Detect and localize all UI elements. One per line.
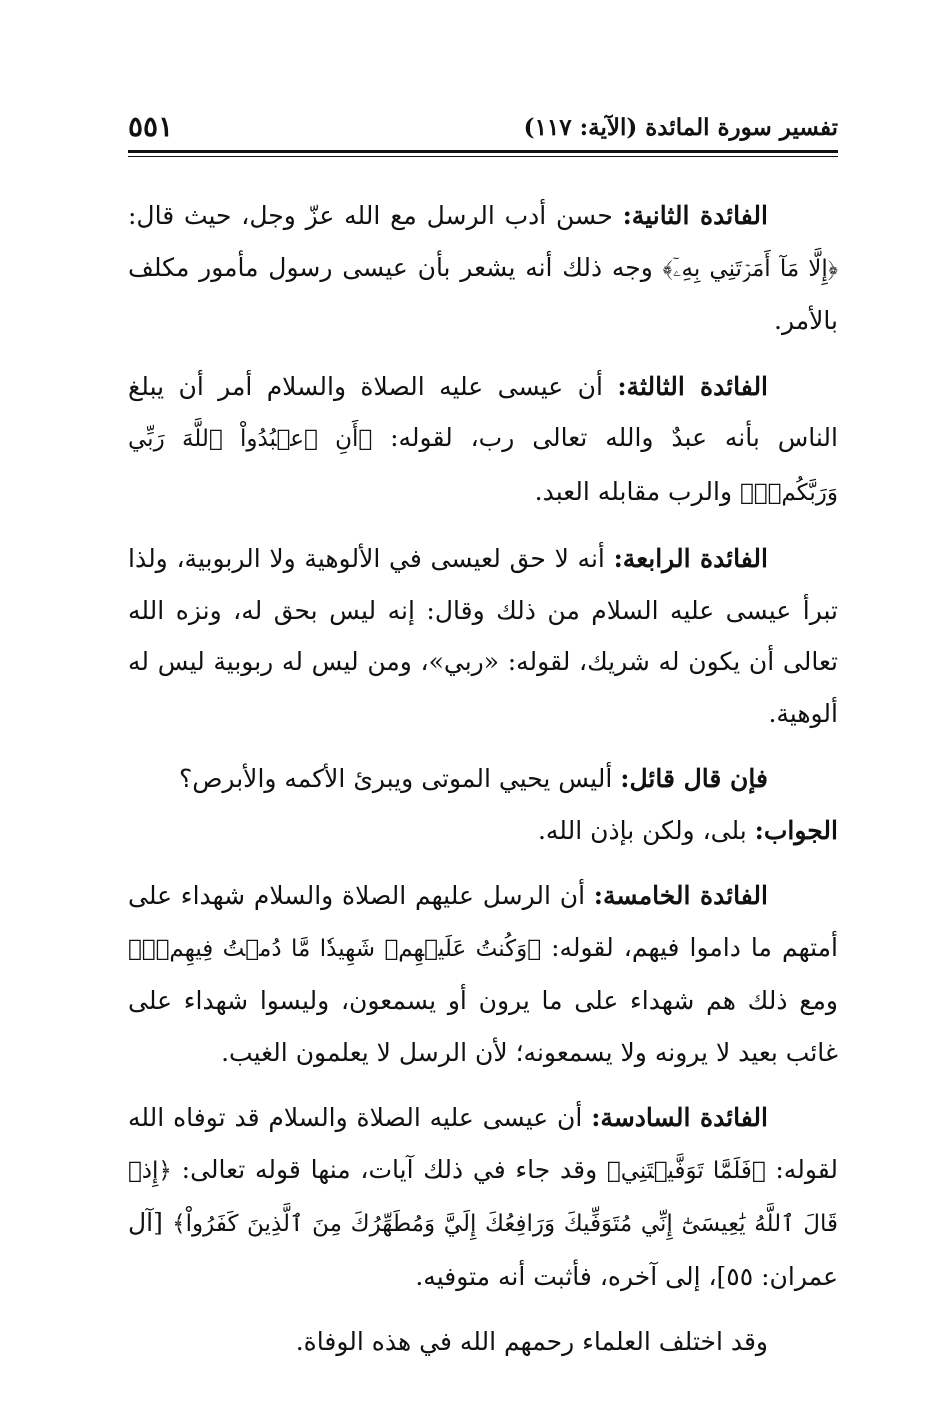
paragraph-text: بلى، ولكن بإذن الله. <box>537 815 755 845</box>
quran-verse: ﴿أَنِ ٱعۡبُدُواْ ٱللَّهَ رَبِّي وَرَبَّكُمۡۚ﴾ <box>128 426 838 506</box>
running-title: تفسير سورة المائدة (الآية: ١١٧) <box>523 114 838 141</box>
paragraph-benefit-4 <box>128 533 838 739</box>
paragraph-benefit-3 <box>128 361 838 520</box>
paragraph-heading: الفائدة الخامسة: <box>593 881 768 910</box>
page-header <box>128 112 838 148</box>
paragraph-text: حسن أدب الرسل مع الله عزّ وجل، حيث قال: <box>128 201 623 230</box>
paragraph-heading: الفائدة السادسة: <box>591 1103 768 1132</box>
paragraph-benefit-2 <box>128 190 838 347</box>
paragraph-text: وقد اختلف العلماء رحمهم الله في هذه الوفاة. <box>295 1327 768 1356</box>
paragraph-text: أن عيسى عليه الصلاة والسلام أمر أن يبلغ الناس بأنه عبدٌ والله تعالى رب، لقوله: <box>128 371 838 452</box>
header-rule-thin <box>128 156 838 157</box>
paragraph-text: ومع ذلك هم شهداء على ما يرون أو يسمعون، وليسوا شهداء على غائب بعيد لا يرونه ولا يسمعونه؛ لأن الرسل لا يعلمون الغيب. <box>128 986 838 1067</box>
page-number: ٥٥١ <box>128 110 174 143</box>
paragraph-heading: الفائدة الثانية: <box>622 201 768 230</box>
paragraph-heading: الجواب: <box>754 815 838 845</box>
paragraph-answer <box>128 805 838 857</box>
paragraph-benefit-5 <box>128 870 838 1078</box>
paragraph-heading: الفائدة الرابعة: <box>613 544 768 573</box>
header-rule-thick <box>128 150 838 153</box>
quran-verse: ﴿إِلَّا مَآ أَمَرۡتَنِي بِهِۦٓ﴾ <box>662 255 838 282</box>
paragraph-text: وجه ذلك أنه يشعر بأن عيسى رسول مأمور مكلف بالأمر. <box>128 252 838 335</box>
paragraph-benefit-6 <box>128 1092 838 1302</box>
paragraph-text: أن الرسل عليهم الصلاة والسلام شهداء على أمتهم ما داموا فيهم، لقوله: <box>128 881 838 962</box>
quran-verse: ﴿وَكُنتُ عَلَيۡهِمۡ شَهِيدٗا مَّا دُمۡتُ فِيهِمۡۖ﴾ <box>128 935 542 962</box>
quran-verse: ﴿إِذۡ قَالَ ٱللَّهُ يَٰعِيسَىٰٓ إِنِّي مُتَوَفِّيكَ وَرَافِعُكَ إِلَيَّ وَمُطَهِّرُكَ مِنَ ٱلَّذِينَ كَفَرُواْ﴾ <box>128 1157 839 1237</box>
quran-verse: ﴿فَلَمَّا تَوَفَّيۡتَنِي﴾ <box>606 1157 766 1184</box>
paragraph-text: أليس يحيي الموتى ويبرئ الأكمه والأبرص؟ <box>178 764 621 793</box>
body-text <box>128 190 838 1382</box>
paragraph-text: [آل عمران: ٥٥]، إلى آخره، فأثبت أنه متوفيه. <box>128 1208 838 1291</box>
paragraph-text: أن عيسى عليه الصلاة والسلام قد توفاه الله لقوله: <box>128 1103 839 1184</box>
paragraph-question <box>128 753 838 805</box>
paragraph-heading: فإن قال قائل: <box>620 764 768 793</box>
paragraph-text: وقد جاء في ذلك آيات، منها قوله تعالى: <box>171 1154 607 1184</box>
paragraph-closing <box>128 1316 838 1368</box>
paragraph-text: أنه لا حق لعيسى في الألوهية ولا الربوبية، ولذا تبرأ عيسى عليه السلام من ذلك وقال: إنه ليس بحق له، ونزه الله تعالى أن يكون له شريك، لقوله: «ربي»، ومن ليس له ربوبية ليس له ألوهية. <box>128 544 838 728</box>
paragraph-text: والرب مقابله العبد. <box>534 476 740 506</box>
paragraph-heading: الفائدة الثالثة: <box>617 371 769 401</box>
